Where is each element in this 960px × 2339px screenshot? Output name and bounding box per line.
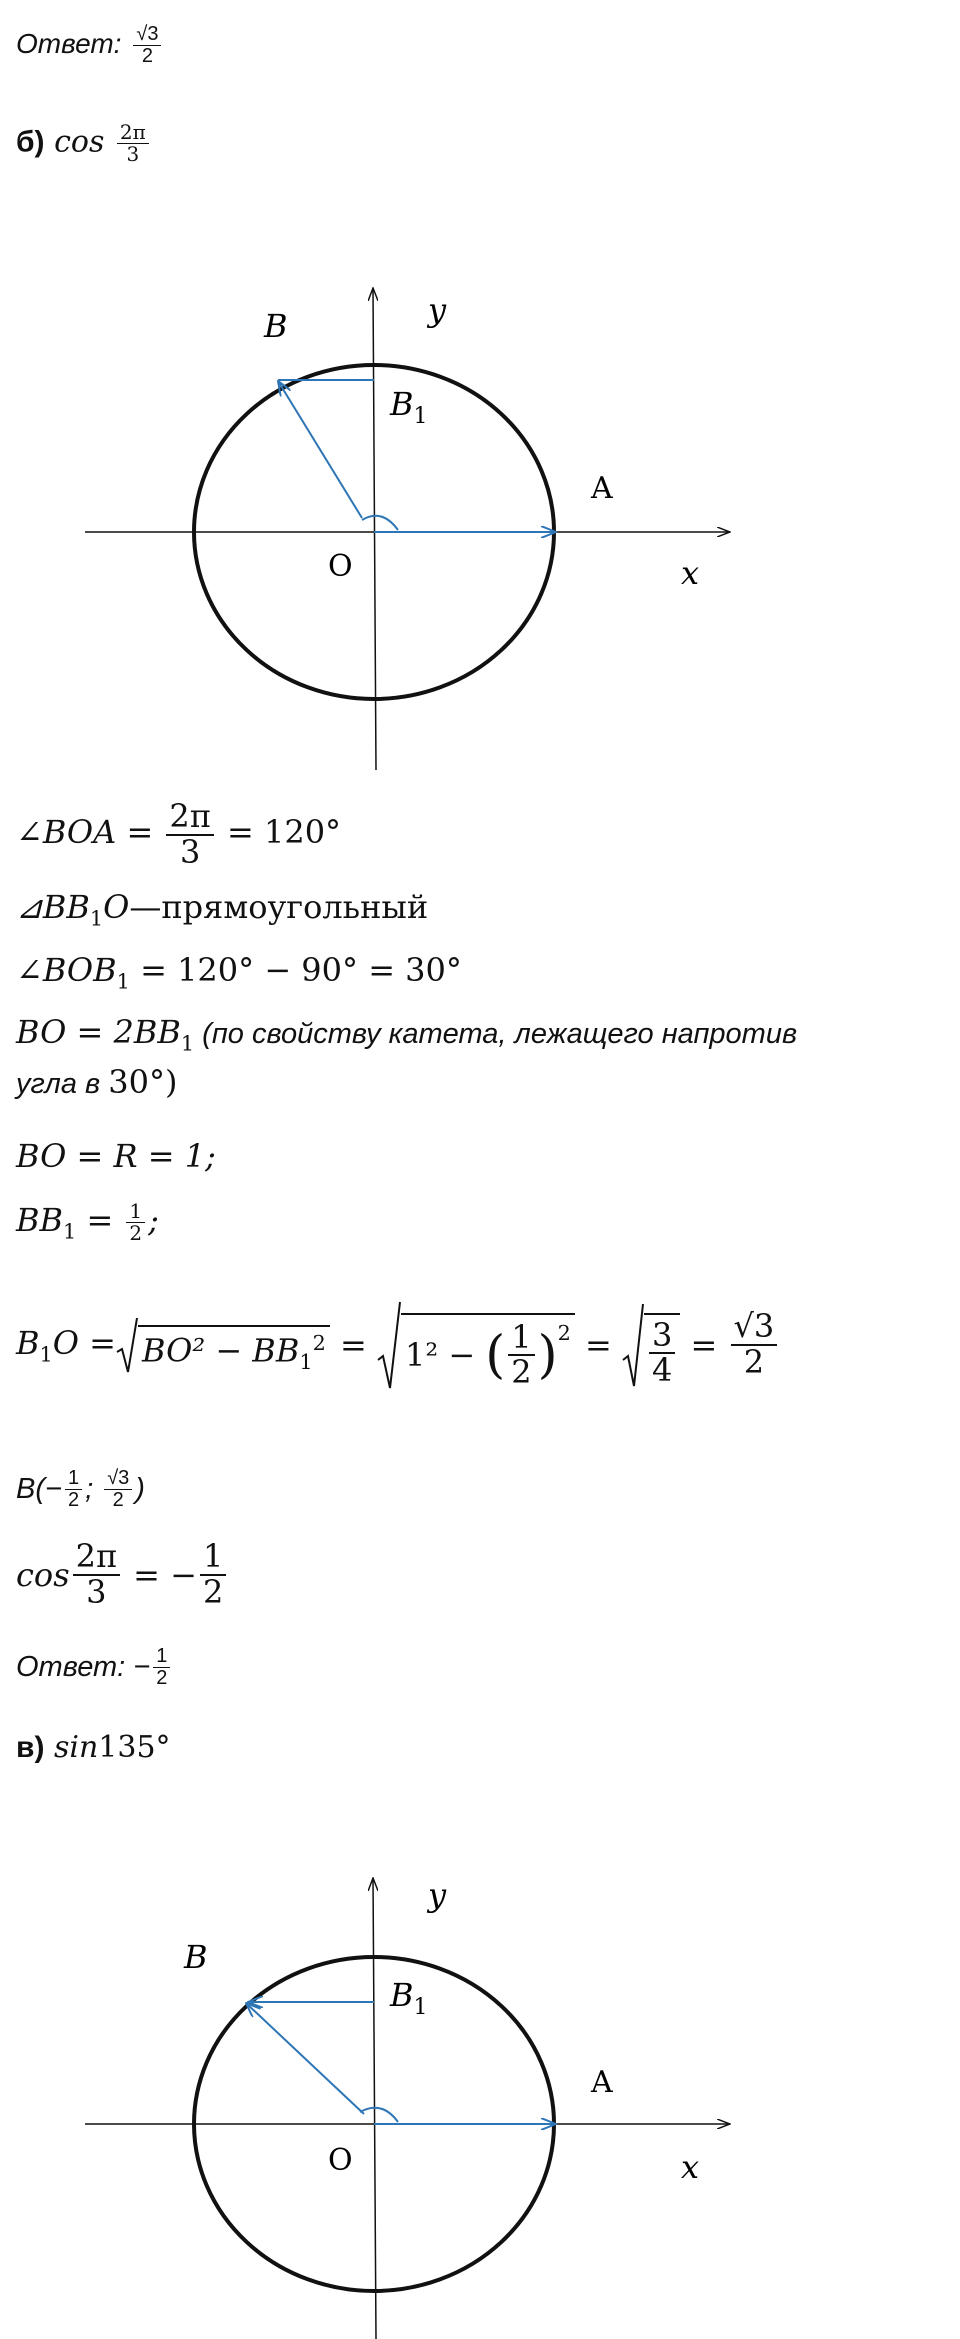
line-point-b [16,1468,145,1511]
equation: BO = $2BB_1$ [16,1013,195,1056]
fraction-denominator: 3 [126,142,140,166]
equals: = [76,1201,124,1239]
vector-ob [246,2003,364,2114]
triangle-desc: —прямоугольный [129,888,429,926]
sqrt-sign [622,1302,644,1388]
fraction: $\frac{1}{2}$ [508,1321,534,1390]
answer-fraction: $\frac{1}{2}$ [153,1646,170,1689]
answer-fraction [133,24,161,67]
rhs: = 120° − 90° = 30° [129,951,462,989]
part-b-heading [16,122,152,165]
label-x: x [681,2148,700,2186]
fraction: $\frac{3}{4}$ [649,1319,675,1388]
label-b1: $B_1$ [390,385,428,429]
lhs: $B_1O$ = [16,1323,116,1367]
semicolon: ; [148,1201,159,1239]
label-b: B [264,307,288,345]
label-y: y [428,1876,447,1914]
line-cos-value [16,1537,229,1611]
point-suffix: ) [135,1473,145,1505]
note-continued: угла в [16,1068,109,1100]
label-o: O [328,2143,353,2178]
function-name: cos [54,124,105,160]
fraction-numerator: 2π [117,122,149,144]
function-name: cos [16,1555,70,1594]
result-fraction: $\frac{1}{2}$ [200,1540,226,1609]
label-x: x [681,554,700,592]
equals-minus: = − [123,1555,197,1594]
note: (по свойству катета, лежащего напротив [194,1018,798,1050]
line-angle-bob1 [16,951,462,993]
lhs: ∠BOA = [16,813,154,852]
angle-arc [362,516,398,530]
line-bb1 [16,1201,159,1244]
radical-3 [622,1302,680,1388]
fraction [166,797,213,871]
radicand [644,1313,680,1388]
radicand: 1² − ( $\frac{1}{2}$ ) $^2$ [401,1313,575,1390]
line-angle-boa [16,797,342,871]
label-o: O [328,549,353,584]
fraction-denominator: 2 [129,1221,143,1245]
line-b1o [16,1300,780,1390]
radicand: $BO^2 - BB_1^2$ [138,1325,330,1374]
rhs: = 120° [226,813,342,852]
line-bo-r: BO = R = 1; [16,1137,216,1175]
label-a: A [591,2065,613,2100]
equals: = [329,1326,377,1364]
fraction-numerator: 1 [126,1201,145,1223]
point-prefix: B(− [16,1473,62,1505]
line-angle-30 [16,1063,177,1101]
sqrt-sign [377,1300,401,1390]
argument-fraction: $\frac{2\pi}{3}$ [73,1540,120,1609]
answer-b [16,1646,173,1689]
line-triangle [16,888,428,930]
label-b1: $B_1$ [390,1976,428,2020]
function-name: sin [53,1730,99,1765]
fraction [126,1201,145,1244]
part-label: в) [16,1731,45,1764]
part-c-heading [16,1730,171,1765]
radical-1 [116,1316,330,1374]
fraction-numerator: 2π [166,800,213,836]
equals: = [680,1326,728,1364]
lhs: $\angle BOB_1$ [16,951,130,994]
vector-ob [278,381,362,518]
line-bo-2bb1 [16,1013,797,1055]
answer-a [16,24,164,67]
lhs: $BB_1$ [16,1201,77,1244]
triangle-name: $⊿BB_1O$ [16,888,130,931]
label-y: y [428,291,447,329]
unit-circle-diagram-1 [0,270,960,780]
result-fraction: $\frac{√3}{2}$ [731,1310,778,1379]
argument: 135° [98,1730,171,1765]
argument-fraction [117,122,149,165]
fraction-numerator: √3 [133,24,161,46]
equals: = [574,1326,623,1364]
angle-arc [360,2108,398,2122]
label-b: B [184,1938,208,1976]
label-a: A [591,471,613,506]
answer-label: Ответ: [16,28,122,59]
fraction-y: $\frac{√3}{2}$ [104,1468,132,1511]
fraction-x: $\frac{1}{2}$ [65,1468,82,1511]
answer-label: Ответ: − [16,1651,151,1683]
fraction-denominator: 2 [141,45,153,67]
unit-circle-diagram-2 [0,1860,960,2339]
part-label: б) [16,125,45,159]
radical-2 [377,1300,575,1390]
sqrt-sign [116,1316,138,1374]
fraction-denominator: 3 [179,832,201,871]
separator: ; [85,1473,102,1505]
degree: 30°) [108,1063,178,1101]
